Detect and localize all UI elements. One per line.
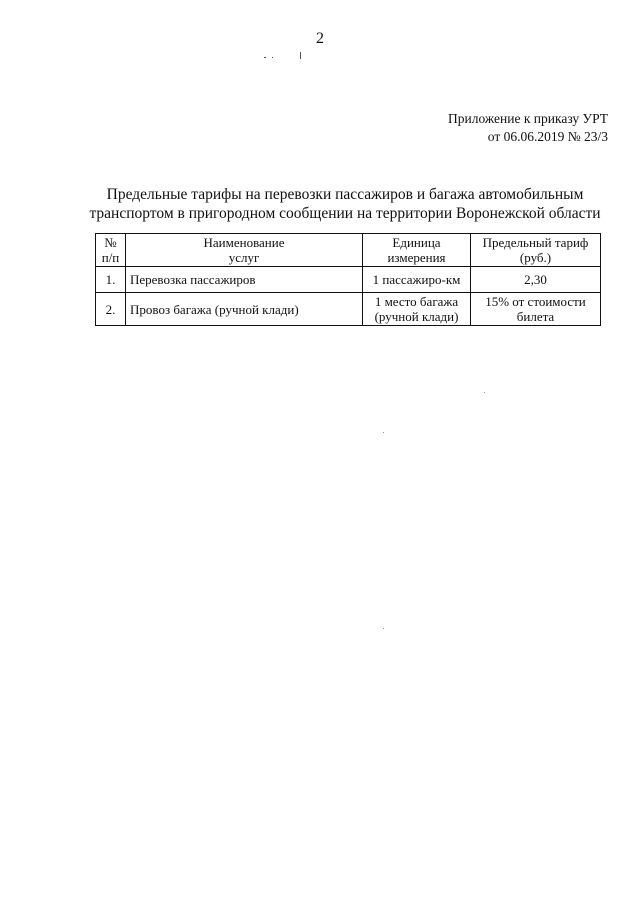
row-unit — [363, 293, 471, 326]
row-tariff-line-2: билета — [516, 309, 555, 324]
header-service — [126, 234, 363, 267]
document-title — [80, 185, 610, 223]
table-row — [96, 293, 601, 326]
header-number — [96, 234, 126, 267]
header-number-line-2: п/п — [101, 250, 120, 265]
document-title-line-2: транспортом в пригородном сообщении на территории Воронежской области — [89, 205, 601, 222]
tariff-table — [95, 233, 601, 326]
scan-artifact-mark — [264, 57, 266, 58]
row-unit-line-1: 1 место багажа — [374, 294, 459, 309]
header-unit — [363, 234, 471, 267]
row-unit — [363, 267, 471, 293]
header-unit-line-2: измерения — [387, 250, 446, 265]
row-unit-line-2: (ручной клади) — [374, 309, 459, 324]
row-service: Провоз багажа (ручной клади) — [126, 293, 363, 326]
header-tariff — [471, 234, 601, 267]
row-number: 2. — [96, 293, 126, 326]
scan-artifact-dot — [383, 628, 384, 629]
header-tariff-line-1: Предельный тариф — [482, 235, 589, 250]
page-number: 2 — [316, 30, 324, 47]
scan-artifact-dot — [484, 392, 485, 393]
row-unit-line-1: 1 пассажиро-км — [372, 272, 461, 287]
header-tariff-line-2: (руб.) — [519, 250, 552, 265]
appendix-line-2: от 06.06.2019 № 23/3 — [487, 129, 608, 144]
row-tariff-line-1: 2,30 — [524, 272, 547, 287]
row-number: 1. — [96, 267, 126, 293]
header-unit-line-1: Единица — [392, 235, 441, 250]
header-service-line-2: услуг — [228, 250, 260, 265]
scan-artifact-mark — [300, 52, 301, 59]
document-title-line-1: Предельные тарифы на перевозки пассажиров и багажа автомобильным — [106, 186, 584, 203]
row-tariff — [471, 293, 601, 326]
appendix-line-1: Приложение к приказу УРТ — [448, 111, 608, 126]
table-header-row — [96, 234, 601, 267]
scan-artifact-mark — [272, 57, 273, 58]
row-tariff-line-1: 15% от стоимости — [485, 294, 586, 309]
row-service: Перевозка пассажиров — [126, 267, 363, 293]
row-tariff — [471, 267, 601, 293]
table-row — [96, 267, 601, 293]
appendix-reference — [448, 110, 608, 146]
scan-artifact-dot — [383, 432, 384, 433]
header-number-line-1: № — [104, 235, 117, 250]
header-service-line-1: Наименование — [203, 235, 285, 250]
